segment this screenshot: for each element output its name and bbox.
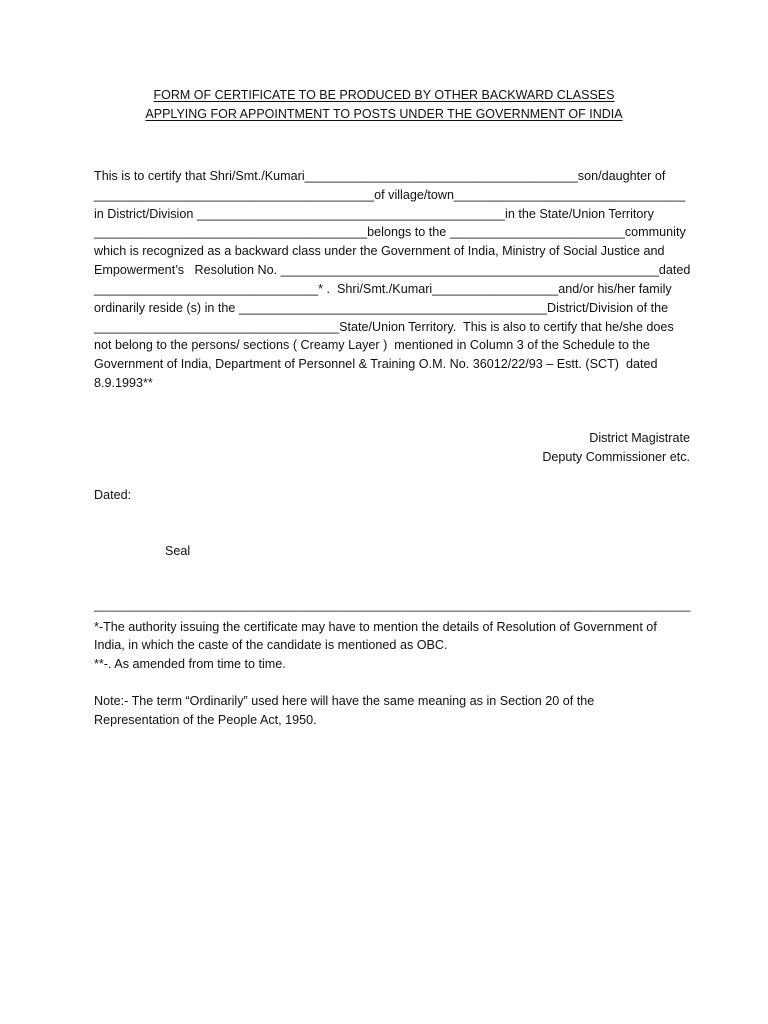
body-line: Empowerment’s Resolution No. ______________________________________________________dated xyxy=(94,263,691,277)
note-line-2: Representation of the People Act, 1950. xyxy=(94,713,317,727)
body-line: 8.9.1993** xyxy=(94,376,153,390)
body-line: ordinarily reside (s) in the ____________________________________________District/Division of the xyxy=(94,301,669,315)
seal-label: Seal xyxy=(165,544,191,558)
body-line: Government of India, Department of Personnel & Training O.M. No. 36012/22/93 – Estt. (SCT) dated xyxy=(94,357,658,371)
body-line: which is recognized as a backward class under the Government of India, Ministry of Social Justice and xyxy=(94,244,665,258)
dated-label: Dated: xyxy=(94,488,132,502)
footnote-1-line-2: India, in which the caste of the candidate is mentioned as OBC. xyxy=(94,638,448,652)
body-line: This is to certify that Shri/Smt./Kumari_______________________________________son/daughter of xyxy=(94,169,666,183)
separator-line: _____________________________________________________________________________________________ xyxy=(94,600,691,612)
signatory-subtitle: Deputy Commissioner etc. xyxy=(542,450,690,464)
footnote-2: **-. As amended from time to time. xyxy=(94,657,286,671)
signatory-title: District Magistrate xyxy=(589,431,690,445)
note-line-1: Note:- The term “Ordinarily” used here will have the same meaning as in Section 20 of the xyxy=(94,694,595,708)
body-line: _______________________________________belongs to the _________________________community xyxy=(94,225,686,239)
body-line: ___________________________________State/Union Territory. This is also to certify that he/she does xyxy=(94,320,674,334)
body-line: not belong to the persons/ sections ( Creamy Layer ) mentioned in Column 3 of the Schedule to the xyxy=(94,338,650,352)
form-title-line-2: APPLYING FOR APPOINTMENT TO POSTS UNDER THE GOVERNMENT OF INDIA xyxy=(145,107,623,121)
form-title-line-1: FORM OF CERTIFICATE TO BE PRODUCED BY OTHER BACKWARD CLASSES xyxy=(153,88,615,102)
body-line: ________________________________________of village/town_________________________________ xyxy=(94,188,686,202)
body-line: in District/Division ____________________________________________in the State/Union Territory xyxy=(94,207,654,221)
footnote-1-line-1: *-The authority issuing the certificate may have to mention the details of Resolution of Government of xyxy=(94,620,657,634)
body-line: ________________________________* . Shri/Smt./Kumari__________________and/or his/her family xyxy=(94,282,672,296)
